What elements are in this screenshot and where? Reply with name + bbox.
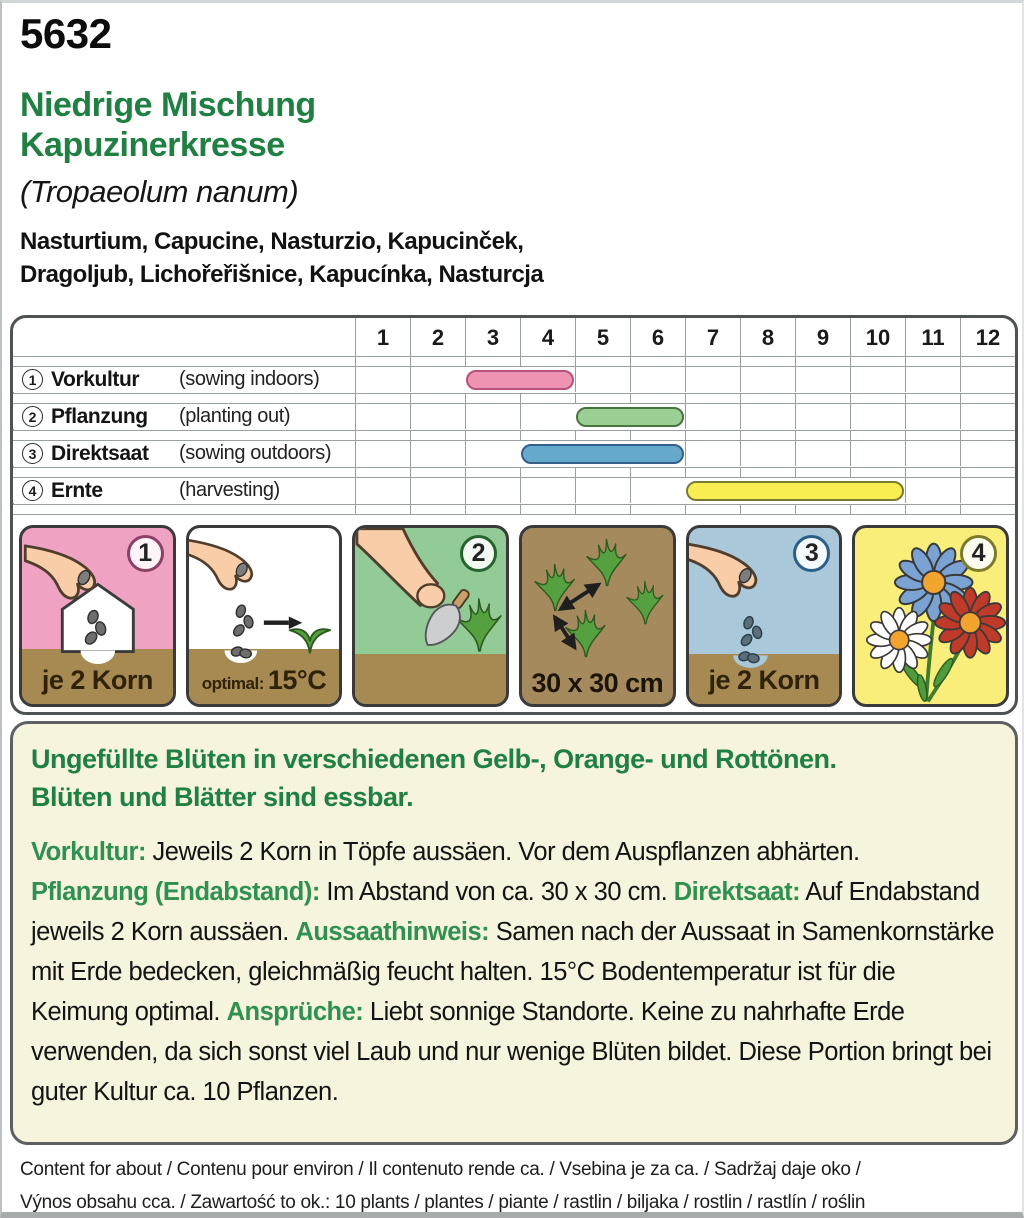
calendar-grid-cell [740, 441, 795, 466]
calendar-grid-cell [630, 478, 685, 503]
calendar-grid-cell [465, 505, 520, 514]
calendar-grid-cell [630, 505, 685, 514]
calendar-grid-cell [410, 367, 465, 392]
intro-text [31, 740, 997, 816]
calendar-grid-cell [410, 431, 465, 440]
row-label-german: Vorkultur [51, 367, 140, 391]
calendar-grid-cell [795, 394, 850, 403]
calendar-grid-cell [355, 392, 410, 393]
calendar-grid-cell [740, 468, 795, 477]
calendar-grid-cell [465, 503, 520, 504]
intro-line-1: Ungefüllte Blüten in verschiedenen Gelb-, Orange- und Rottönen. [31, 744, 837, 774]
calendar-and-pictogram-panel [10, 315, 1018, 715]
calendar-grid-cell [575, 367, 630, 392]
calendar-grid-cell [960, 468, 1015, 477]
calendar-grid-cell [795, 404, 850, 429]
row-label-english: (sowing outdoors) [179, 442, 332, 464]
ansprueche-keyword: Ansprüche: [226, 998, 364, 1026]
calendar-grid-cell [465, 404, 520, 429]
calendar-grid-cell [410, 441, 465, 466]
calendar-label-cell [13, 394, 355, 403]
calendar-grid-cell [850, 468, 905, 477]
month-header-cell: 1 [355, 318, 410, 356]
calendar-grid-cell [355, 503, 410, 504]
calendar-grid-cell [575, 394, 630, 403]
culture-paragraph [31, 872, 997, 1112]
product-number: 5632 [20, 10, 112, 57]
month-header-cell: 2 [410, 318, 465, 356]
description-box [10, 721, 1018, 1145]
month-header-cell: 12 [960, 318, 1015, 356]
row-label-english: (harvesting) [179, 479, 280, 501]
calendar-grid-cell [795, 357, 850, 366]
calendar-grid-cell [575, 478, 630, 503]
row-number-badge: 4 [22, 480, 43, 501]
calendar-grid-cell [905, 357, 960, 366]
calendar-grid-cell [960, 441, 1015, 466]
step-badge-4: 4 [960, 535, 997, 572]
calendar-grid-cell [740, 431, 795, 440]
calendar-grid-cell [850, 367, 905, 392]
synonym-names [20, 225, 1022, 291]
row-number-badge: 1 [22, 369, 43, 390]
calendar-label-cell [13, 357, 355, 366]
pictogram-sow-indoors [19, 525, 176, 707]
calendar-row [13, 477, 1015, 504]
content-note-line-1: Content for about / Contenu pour environ / Il contenuto rende ca. / Vsebina je za ca. / Sadržaj daje oko / [20, 1159, 861, 1180]
calendar-grid-cell [905, 505, 960, 514]
synonyms-line-1: Nasturtium, Capucine, Nasturzio, Kapucinček, [20, 228, 524, 255]
calendar-grid-cell [575, 431, 630, 440]
month-header-cell: 5 [575, 318, 630, 356]
calendar-grid-cell [520, 478, 575, 503]
pictogram-direct-sowing [686, 525, 843, 707]
calendar-spacer-row [13, 504, 1015, 514]
calendar-grid-cell [410, 394, 465, 403]
calendar-spacer-row [13, 356, 1015, 366]
calendar-grid-cell [520, 357, 575, 366]
synonyms-line-2: Dragoljub, Lichořeřišnice, Kapucínka, Nasturcja [20, 261, 544, 288]
calendar-grid-cell [850, 404, 905, 429]
calendar-row-label [13, 367, 355, 392]
calendar-row-label [13, 441, 355, 466]
calendar-grid-cell [850, 394, 905, 403]
calendar-grid-cell [355, 466, 410, 467]
calendar-grid-cell [575, 505, 630, 514]
temperature-value: 15°C [267, 665, 327, 695]
calendar-bar-vorkultur [466, 370, 574, 390]
calendar-grid-cell [465, 357, 520, 366]
sowing-calendar [13, 318, 1015, 514]
vorkultur-paragraph [31, 832, 997, 872]
calendar-grid-cell [355, 505, 410, 514]
calendar-grid-cell [410, 466, 465, 467]
calendar-grid-cell [410, 468, 465, 477]
calendar-header-row [13, 318, 1015, 356]
vorkultur-text: Jeweils 2 Korn in Töpfe aussäen. Vor dem Auspflanzen abhärten. [145, 838, 860, 866]
content-note [20, 1153, 1016, 1218]
calendar-grid-cell [355, 441, 410, 466]
calendar-grid-cell [685, 431, 740, 440]
calendar-grid-cell [630, 431, 685, 440]
calendar-grid-cell [520, 468, 575, 477]
content-note-line-2: Výnos obsahu cca. / Zawartość to ok.: 10 plants / plantes / piante / rastlin / biljaka / rostlin / rastlín / roślin [20, 1192, 866, 1213]
calendar-grid-cell [850, 505, 905, 514]
calendar-grid-cell [410, 357, 465, 366]
calendar-bar-pflanzung [576, 407, 684, 427]
calendar-grid-cell [795, 431, 850, 440]
calendar-grid-cell [355, 357, 410, 366]
step-badge-2: 2 [460, 535, 497, 572]
step-badge-1: 1 [127, 535, 164, 572]
calendar-grid-cell [740, 404, 795, 429]
calendar-grid-cell [850, 441, 905, 466]
calendar-row [13, 366, 1015, 393]
calendar-label-cell [13, 318, 355, 356]
calendar-grid-cell [355, 394, 410, 403]
calendar-grid-cell [465, 441, 520, 466]
calendar-grid-cell [355, 431, 410, 440]
pictogram-harvest-flowers [852, 525, 1009, 707]
calendar-grid-cell [960, 357, 1015, 366]
calendar-label-cell [13, 431, 355, 440]
row-label-english: (sowing indoors) [179, 368, 320, 390]
calendar-grid-cell [685, 441, 740, 466]
calendar-grid-cell [905, 431, 960, 440]
calendar-grid-cell [740, 394, 795, 403]
calendar-grid-cell [520, 505, 575, 514]
pflanzung-keyword: Pflanzung (Endabstand): [31, 878, 320, 906]
row-label-german: Ernte [51, 478, 103, 502]
calendar-grid-cell [685, 468, 740, 477]
calendar-label-cell [13, 468, 355, 477]
calendar-row-label [13, 478, 355, 503]
calendar-grid-cell [13, 466, 355, 467]
calendar-grid-cell [960, 431, 1015, 440]
month-header-cell: 9 [795, 318, 850, 356]
calendar-bar-direktsaat [521, 444, 684, 464]
calendar-grid-cell [410, 505, 465, 514]
calendar-grid-cell [960, 478, 1015, 503]
step-badge-3: 3 [793, 535, 830, 572]
calendar-grid-cell [410, 478, 465, 503]
calendar-grid-cell [465, 478, 520, 503]
calendar-spacer-row [13, 430, 1015, 440]
intro-line-2: Blüten und Blätter sind essbar. [31, 782, 414, 812]
month-header-cell: 8 [740, 318, 795, 356]
calendar-grid-cell [685, 357, 740, 366]
calendar-grid-cell [520, 394, 575, 403]
calendar-grid-cell [740, 505, 795, 514]
calendar-grid-cell [630, 468, 685, 477]
calendar-grid-cell [685, 404, 740, 429]
header [2, 3, 1022, 291]
optimal-label: optimal: [201, 674, 264, 693]
ansprueche-text: Liebt sonnige Standorte. Keine zu nahrhafte Erde verwenden, da sich sonst viel Laub und nur wenige Blüten bildet. Diese Portion bringt bei guter Kultur ca. 10 Pflanzen. [31, 998, 992, 1106]
row-number-badge: 2 [22, 406, 43, 427]
calendar-row [13, 403, 1015, 430]
pictogram-caption [189, 665, 340, 696]
pictogram-germination-temp [186, 525, 343, 707]
calendar-grid-cell [630, 394, 685, 403]
calendar-spacer-row [13, 467, 1015, 477]
calendar-grid-cell [410, 404, 465, 429]
calendar-grid-cell [13, 392, 355, 393]
calendar-grid-cell [905, 478, 960, 503]
calendar-grid-cell [13, 429, 355, 430]
calendar-grid-cell [905, 441, 960, 466]
pictogram-spacing [519, 525, 676, 707]
calendar-grid-cell [850, 431, 905, 440]
title-line-1: Niedrige Mischung [20, 86, 316, 124]
calendar-row [13, 440, 1015, 467]
calendar-grid-cell [355, 404, 410, 429]
direktsaat-text: Auf Endabstand jeweils 2 Korn aussäen. [31, 878, 980, 946]
pictogram-caption: je 2 Korn [708, 665, 820, 695]
calendar-grid-cell [960, 404, 1015, 429]
calendar-grid-cell [355, 429, 410, 430]
month-header-cell: 3 [465, 318, 520, 356]
calendar-grid-cell [905, 394, 960, 403]
vorkultur-keyword: Vorkultur: [31, 838, 146, 866]
calendar-grid-cell [465, 431, 520, 440]
month-header-cell: 4 [520, 318, 575, 356]
calendar-grid-cell [795, 505, 850, 514]
pictogram-caption: je 2 Korn [41, 665, 153, 695]
row-label-german: Pflanzung [51, 404, 148, 428]
calendar-grid-cell [740, 357, 795, 366]
calendar-grid-cell [685, 505, 740, 514]
month-header-cell: 10 [850, 318, 905, 356]
calendar-grid-cell [575, 357, 630, 366]
calendar-grid-cell [795, 441, 850, 466]
calendar-label-cell [13, 505, 355, 514]
calendar-grid-cell [520, 404, 575, 429]
calendar-grid-cell [960, 394, 1015, 403]
row-label-english: (planting out) [179, 405, 291, 427]
calendar-grid-cell [795, 367, 850, 392]
calendar-grid-cell [795, 468, 850, 477]
variety-title [20, 85, 1022, 165]
calendar-grid-cell [960, 505, 1015, 514]
pictogram-strip [13, 514, 1015, 715]
calendar-grid-cell [630, 357, 685, 366]
pflanzung-text: Im Abstand von ca. 30 x 30 cm. [319, 878, 674, 906]
row-label-german: Direktsaat [51, 441, 149, 465]
calendar-grid-cell [575, 468, 630, 477]
aussaathinweis-keyword: Aussaathinweis: [295, 918, 490, 946]
calendar-spacer-row [13, 393, 1015, 403]
aussaathinweis-text: Samen nach der Aussaat in Samenkornstärke mit Erde bedecken, gleichmäßig feucht halten. 15°C Bodentemperatur ist für die Keimung optimal. [31, 918, 995, 1026]
month-header-cell: 11 [905, 318, 960, 356]
calendar-bar-ernte [686, 481, 904, 501]
calendar-grid-cell [905, 367, 960, 392]
calendar-grid-cell [13, 503, 355, 504]
latin-name: (Tropaeolum nanum) [20, 174, 299, 209]
calendar-grid-cell [630, 367, 685, 392]
calendar-grid-cell [740, 367, 795, 392]
calendar-grid-cell [465, 468, 520, 477]
month-header-cell: 6 [630, 318, 685, 356]
calendar-grid-cell [905, 404, 960, 429]
title-line-2: Kapuzinerkresse [20, 126, 285, 164]
calendar-grid-cell [520, 431, 575, 440]
calendar-grid-cell [685, 367, 740, 392]
calendar-grid-cell [465, 394, 520, 403]
calendar-grid-cell [960, 367, 1015, 392]
calendar-row-label [13, 404, 355, 429]
calendar-grid-cell [685, 394, 740, 403]
calendar-grid-cell [410, 503, 465, 504]
direktsaat-keyword: Direktsaat: [673, 878, 801, 906]
calendar-grid-cell [850, 357, 905, 366]
calendar-grid-cell [355, 468, 410, 477]
pictogram-planting-out [352, 525, 509, 707]
calendar-grid-cell [355, 478, 410, 503]
month-header-cell: 7 [685, 318, 740, 356]
calendar-grid-cell [905, 468, 960, 477]
row-number-badge: 3 [22, 443, 43, 464]
calendar-grid-cell [355, 367, 410, 392]
pictogram-caption: 30 x 30 cm [531, 668, 664, 698]
